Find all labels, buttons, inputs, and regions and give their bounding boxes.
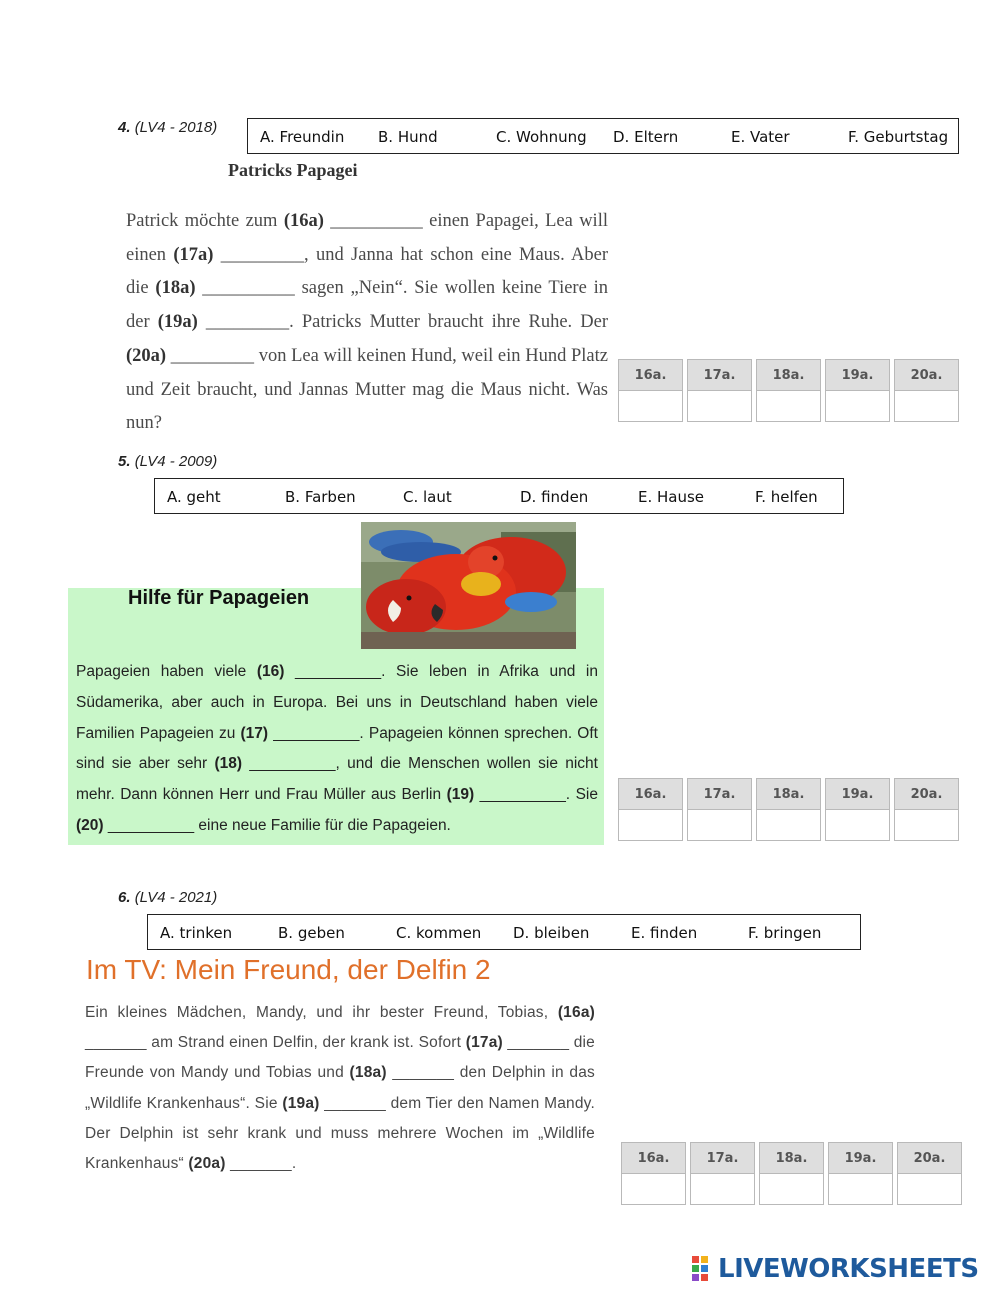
answer-input[interactable] <box>622 1174 685 1204</box>
answer-cell: 18a. <box>756 778 821 841</box>
answer-input[interactable] <box>760 1174 823 1204</box>
answer-cell: 19a. <box>825 778 890 841</box>
word-option: D. bleiben <box>513 924 590 942</box>
logo-text: LIVEWORKSHEETS <box>718 1254 979 1284</box>
answer-input[interactable] <box>826 391 889 421</box>
answer-cell: 19a. <box>825 359 890 422</box>
answer-input[interactable] <box>898 1174 961 1204</box>
word-option: C. kommen <box>396 924 482 942</box>
exercise5-answer-table <box>618 778 959 841</box>
exercise5-title: Hilfe für Papageien <box>128 587 310 609</box>
exercise6-label: 6. (LV4 - 2021) <box>118 889 218 906</box>
answer-input[interactable] <box>757 391 820 421</box>
exercise4-label: 4. (LV4 - 2018) <box>118 119 218 136</box>
answer-input[interactable] <box>829 1174 892 1204</box>
answer-cell: 16a. <box>618 778 683 841</box>
word-option: A. Freundin <box>260 128 345 146</box>
answer-input[interactable] <box>826 810 889 840</box>
answer-input[interactable] <box>691 1174 754 1204</box>
exercise4-title: Patricks Papagei <box>228 160 358 180</box>
word-option: F. bringen <box>748 924 822 942</box>
exercise6-word-bank <box>147 914 861 950</box>
word-option: E. Vater <box>731 128 790 146</box>
word-option: B. Farben <box>285 488 356 506</box>
exercise5-word-bank <box>154 478 844 514</box>
answer-input[interactable] <box>895 391 958 421</box>
parrots-photo <box>361 522 576 649</box>
answer-cell: 20a. <box>897 1142 962 1205</box>
word-option: C. laut <box>403 488 452 506</box>
exercise6-answer-table <box>621 1142 962 1205</box>
answer-input[interactable] <box>688 391 751 421</box>
answer-cell: 20a. <box>894 778 959 841</box>
answer-input[interactable] <box>619 391 682 421</box>
exercise4-word-bank <box>247 118 959 154</box>
answer-cell: 18a. <box>759 1142 824 1205</box>
exercise5-text: Papageien haben viele (16) __________. Sie leben in Afrika und in Südamerika, aber auch in Europa. Bei uns in Deutschland haben viele Familien Papageien zu (17) __________. Papageien können sprechen. Oft sind sie aber sehr (18) __________, und die Menschen wollen sie nicht mehr. Dann können Herr und Frau Müller aus Berlin (19) __________. Sie (20) __________ eine neue Familie für die Papageien. <box>76 663 598 834</box>
answer-cell: 19a. <box>828 1142 893 1205</box>
word-option: C. Wohnung <box>496 128 587 146</box>
word-option: D. finden <box>520 488 589 506</box>
exercise4-answer-table <box>618 359 959 422</box>
word-option: A. geht <box>167 488 221 506</box>
answer-cell: 17a. <box>690 1142 755 1205</box>
word-option: D. Eltern <box>613 128 679 146</box>
exercise6-text: Ein kleines Mädchen, Mandy, und ihr bester Freund, Tobias, (16a) _______ am Strand einen Delfin, der krank ist. Sofort (17a) _______ die Freunde von Mandy und Tobias und (18a) _______ den Delphin in das „Wildlife Krankenhaus“. Sie (19a) _______ dem Tier den Namen Mandy. Der Delphin ist sehr krank und muss mehrere Wochen im „Wildlife Krankenhaus“ (20a) _______. <box>85 1004 595 1173</box>
answer-cell: 16a. <box>618 359 683 422</box>
answer-cell: 17a. <box>687 359 752 422</box>
liveworksheets-icon <box>692 1254 718 1284</box>
word-option: E. finden <box>631 924 698 942</box>
answer-input[interactable] <box>895 810 958 840</box>
answer-input[interactable] <box>688 810 751 840</box>
exercise6-title: Im TV: Mein Freund, der Delfin 2 <box>86 954 491 985</box>
answer-input[interactable] <box>757 810 820 840</box>
answer-cell: 20a. <box>894 359 959 422</box>
exercise4-text: Patrick möchte zum (16a) __________ einen Papagei, Lea will einen (17a) _________, und Janna hat schon eine Maus. Aber die (18a) __________ sagen „Nein“. Sie wollen keine Tiere in der (19a) _________. Patricks Mutter braucht ihre Ruhe. Der (20a) _________ von Lea will keinen Hund, weil ein Hund Platz und Zeit braucht, und Jannas Mutter mag die Maus nicht. Was nun? <box>126 211 608 434</box>
liveworksheets-logo <box>692 1254 979 1284</box>
word-option: E. Hause <box>638 488 705 506</box>
word-option: F. Geburtstag <box>848 128 949 146</box>
answer-cell: 16a. <box>621 1142 686 1205</box>
answer-input[interactable] <box>619 810 682 840</box>
word-option: B. geben <box>278 924 345 942</box>
answer-cell: 17a. <box>687 778 752 841</box>
word-option: F. helfen <box>755 488 818 506</box>
answer-cell: 18a. <box>756 359 821 422</box>
exercise5-label: 5. (LV4 - 2009) <box>118 453 218 470</box>
word-option: B. Hund <box>378 128 438 146</box>
word-option: A. trinken <box>160 924 233 942</box>
